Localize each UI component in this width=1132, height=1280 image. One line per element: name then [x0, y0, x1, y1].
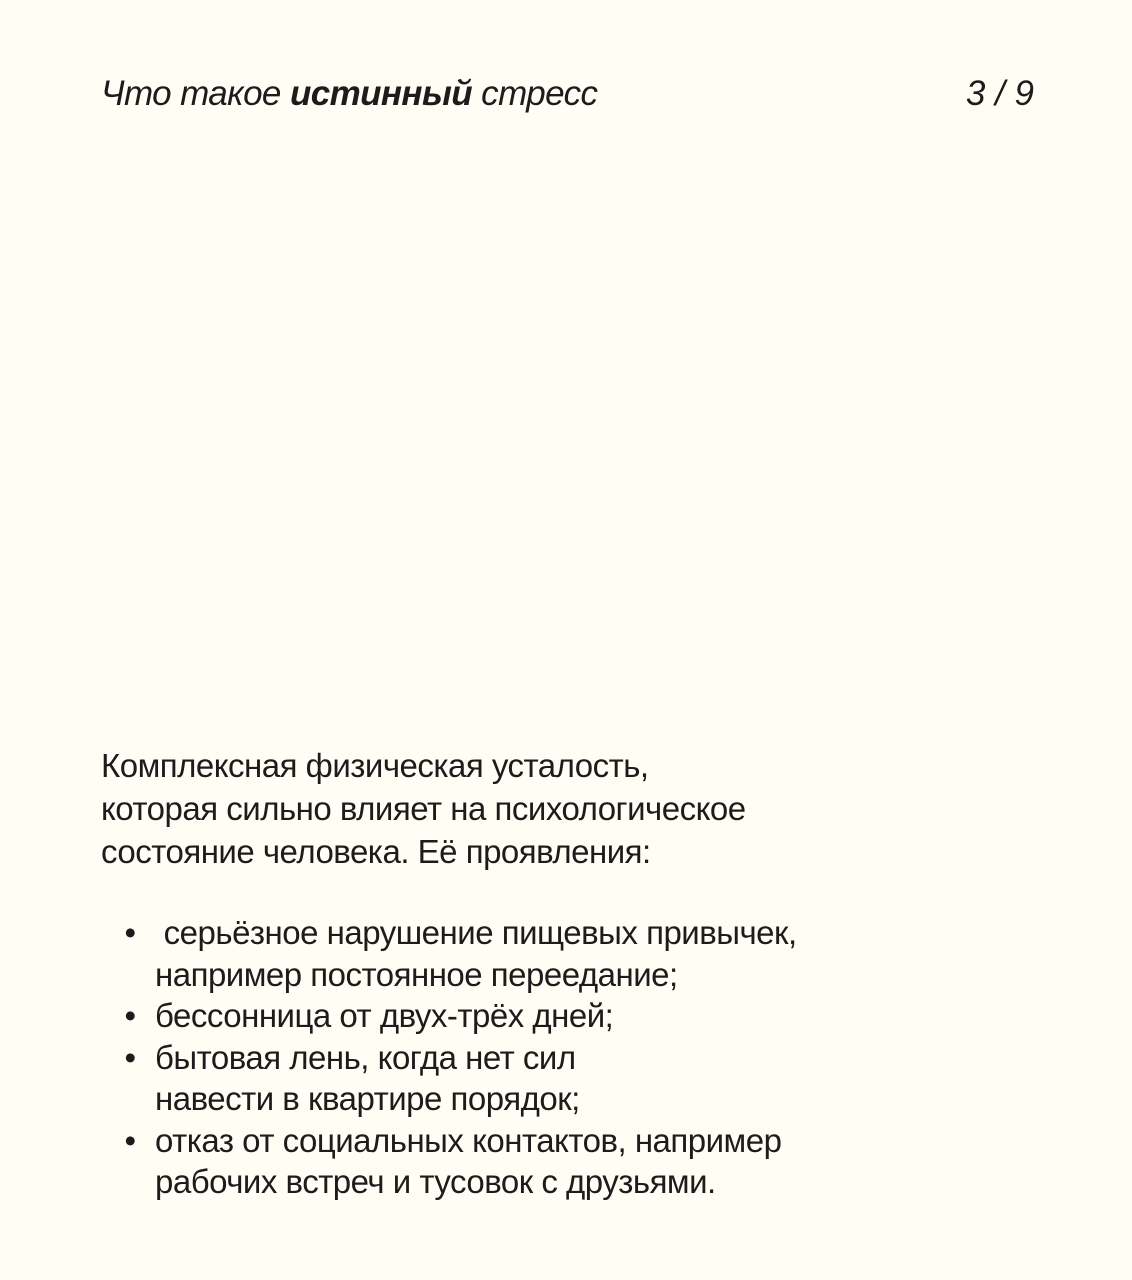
title-part-regular: Что такое — [101, 74, 290, 113]
list-item — [101, 1037, 1001, 1120]
list-item — [101, 995, 1001, 1037]
bullet-icon: • — [124, 997, 136, 1034]
page-counter: 3 / 9 — [965, 74, 1034, 113]
list-item-line: навести в квартире порядок; — [155, 1080, 580, 1117]
list-item-line: отказ от социальных контактов, например — [155, 1121, 782, 1159]
list-item-line: рабочих встреч и тусовок с друзьями. — [155, 1163, 716, 1200]
list-item — [101, 912, 1001, 995]
list-item-line: бессонница от двух-трёх дней; — [155, 997, 614, 1034]
intro-line: Комплексная физическая усталость, — [101, 747, 649, 784]
list-item-line: серьёзное нарушение пищевых привычек, — [155, 914, 797, 951]
title-part-regular-end: стресс — [472, 74, 598, 113]
intro-line: которая сильно влияет на психологическое — [101, 790, 746, 827]
intro-line: состояние человека. Её проявления: — [101, 833, 651, 870]
title-part-bold: истинный — [289, 74, 473, 113]
bullet-icon: • — [124, 1038, 136, 1076]
list-item-line: например постоянное переедание; — [155, 955, 678, 993]
list-item — [101, 1120, 1001, 1203]
list-item-line: бытовая лень, когда нет сил — [155, 1038, 576, 1076]
bullet-icon: • — [124, 914, 136, 951]
bullet-icon: • — [124, 1121, 136, 1159]
page-title — [101, 72, 597, 116]
symptoms-list — [101, 912, 1001, 1203]
intro-paragraph — [101, 744, 1001, 873]
